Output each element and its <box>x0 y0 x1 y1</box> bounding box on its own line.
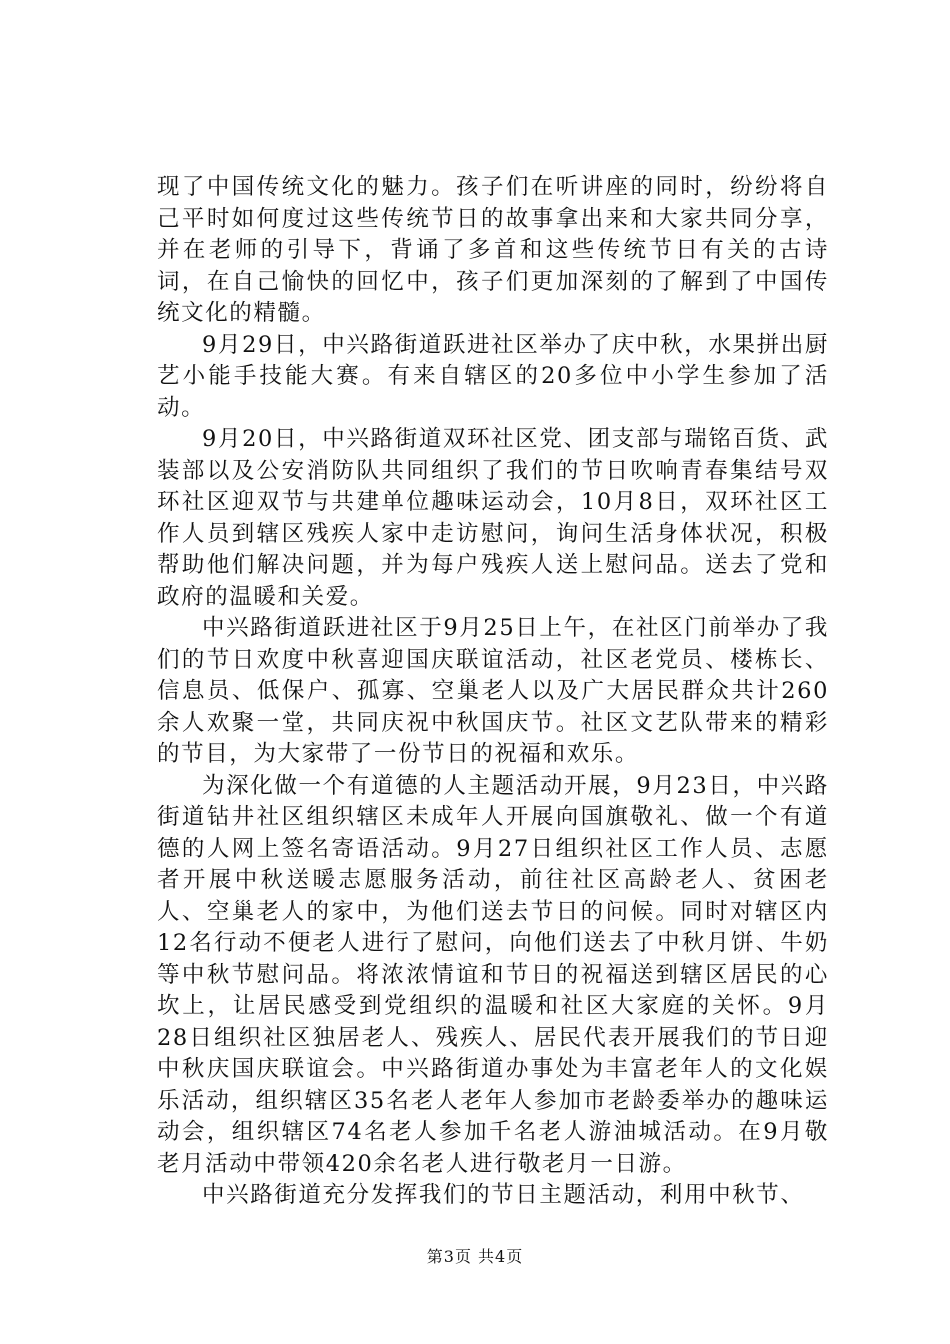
paragraph-yuejin-gala: 中兴路街道跃进社区于9月25日上午，在社区门前举办了我们的节日欢度中秋喜迎国庆联谊活动，社区老党员、楼栋长、信息员、低保户、孤寡、空巢老人以及广大居民群众共计260余人欢聚一堂，共同庆祝中秋国庆节。社区文艺队带来的精彩的节目，为大家带了一份节日的祝福和欢乐。 <box>157 615 829 767</box>
paragraph-theme-activities: 中兴路街道充分发挥我们的节日主题活动，利用中秋节、 <box>202 1182 805 1208</box>
paragraph-zuanjing-activities: 为深化做一个有道德的人主题活动开展，9月23日，中兴路街道钻井社区组织辖区未成年人开展向国旗敬礼、做一个有道德的人网上签名寄语活动。9月27日组织社区工作人员、志愿者开展中秋送暖志愿服务活动，前往社区高龄老人、贫困老人、空巢老人的家中，为他们送去节日的问候。同时对辖区内12名行动不便老人进行了慰问，向他们送去了中秋月饼、牛奶等中秋节慰问品。将浓浓情谊和节日的祝福送到辖区居民的心坎上，让居民感受到党组织的温暖和社区大家庭的关怀。9月28日组织社区独居老人、残疾人、居民代表开展我们的节日迎中秋庆国庆联谊会。中兴路街道办事处为丰富老年人的文化娱乐活动，组织辖区35名老人老年人参加市老龄委举办的趣味运动会，组织辖区74名老人参加千名老人游油城活动。在9月敬老月活动中带领420余名老人进行敬老月一日游。 <box>157 772 829 1177</box>
paragraph-fruit-contest: 9月29日，中兴路街道跃进社区举办了庆中秋，水果拼出厨艺小能手技能大赛。有来自辖区的20多位中小学生参加了活动。 <box>157 331 829 421</box>
paragraph-continuation: 现了中国传统文化的魅力。孩子们在听讲座的同时，纷纷将自己平时如何度过这些传统节日的故事拿出来和大家共同分享，并在老师的引导下，背诵了多首和这些传统节日有关的古诗词，在自己愉快的回忆中，孩子们更加深刻的了解到了中国传统文化的精髓。 <box>157 174 829 326</box>
page-number-footer: 第3页 共4页 <box>426 1247 524 1266</box>
paragraph-shuanghuan-sports: 9月20日，中兴路街道双环社区党、团支部与瑞铭百货、武装部以及公安消防队共同组织了我们的节日吹响青春集结号双环社区迎双节与共建单位趣味运动会，10月8日，双环社区工作人员到辖区残疾人家中走访慰问，询问生活身体状况，积极帮助他们解决问题，并为每户残疾人送上慰问品。送去了党和政府的温暖和关爱。 <box>157 426 829 610</box>
document-body <box>157 172 829 1212</box>
